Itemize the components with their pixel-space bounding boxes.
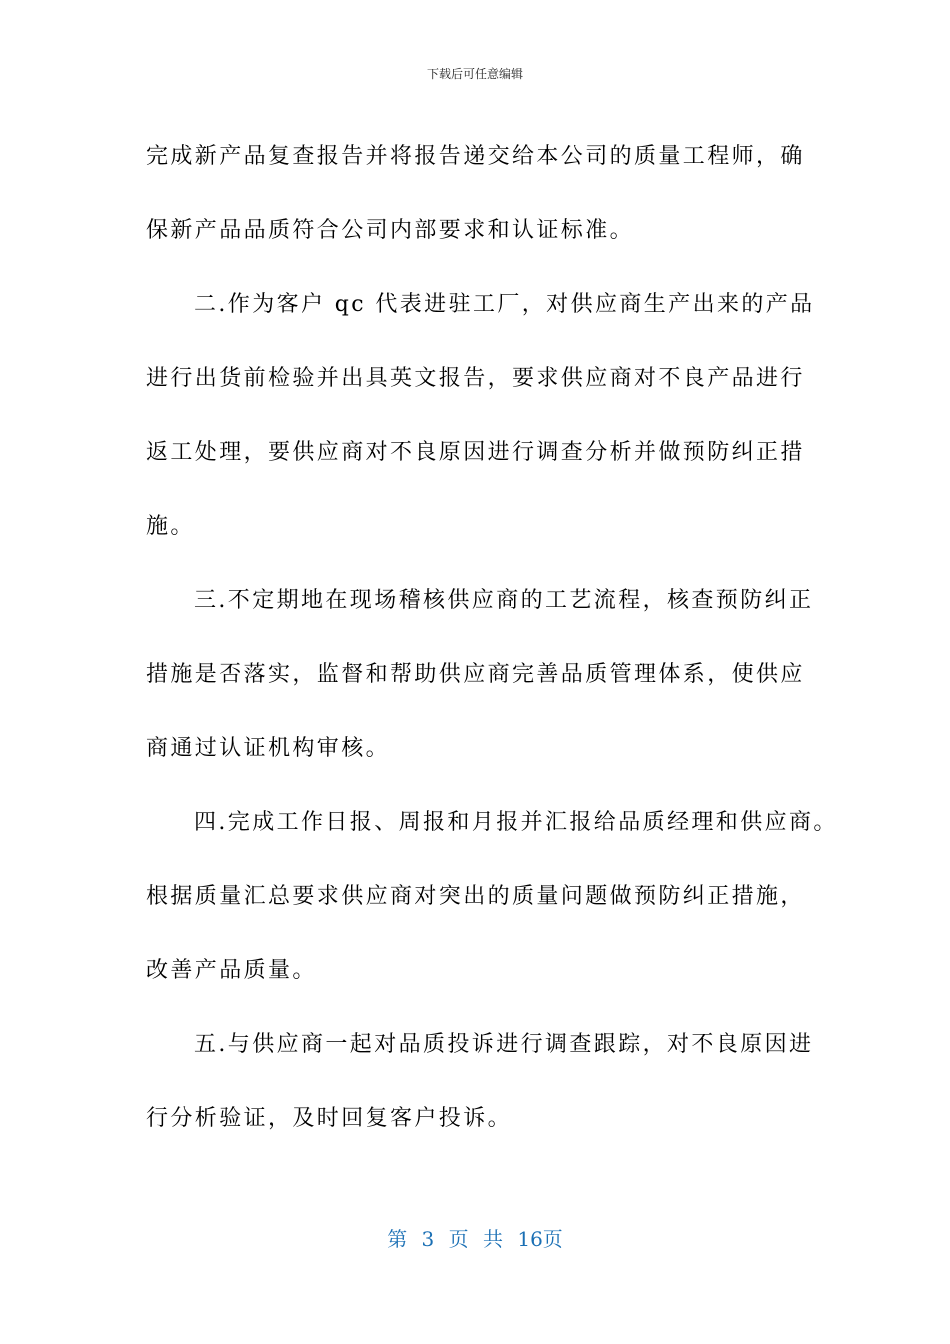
paragraph-2-line-4: 施。 — [146, 514, 195, 539]
paragraph-2-line-1: 二.作为客户 qc 代表进驻工厂，对供应商生产出来的产品 — [194, 292, 815, 317]
paragraph-5-line-1: 五.与供应商一起对品质投诉进行调查跟踪，对不良原因进 — [194, 1032, 814, 1057]
paragraph-3-line-2: 措施是否落实，监督和帮助供应商完善品质管理体系，使供应 — [146, 662, 805, 687]
paragraph-2-line-2: 进行出货前检验并出具英文报告，要求供应商对不良产品进行 — [146, 366, 805, 391]
paragraph-4-line-2: 根据质量汇总要求供应商对突出的质量问题做预防纠正措施， — [146, 884, 805, 909]
page-header: 下载后可任意编辑 — [426, 67, 523, 81]
page-number-footer: 第 3 页 共 16页 — [387, 1227, 563, 1251]
paragraph-2-line-3: 返工处理，要供应商对不良原因进行调查分析并做预防纠正措 — [146, 440, 805, 465]
paragraph-5-line-2: 行分析验证，及时回复客户投诉。 — [146, 1106, 513, 1131]
paragraph-4-line-1: 四.完成工作日报、周报和月报并汇报给品质经理和供应商。 — [194, 810, 838, 835]
paragraph-3-line-3: 商通过认证机构审核。 — [146, 736, 391, 761]
document-body — [146, 120, 838, 1156]
paragraph-4-line-3: 改善产品质量。 — [146, 958, 317, 983]
paragraph-3-line-1: 三.不定期地在现场稽核供应商的工艺流程，核查预防纠正 — [194, 588, 814, 613]
paragraph-1-line-1: 完成新产品复查报告并将报告递交给本公司的质量工程师，确 — [146, 144, 805, 169]
paragraph-1-line-2: 保新产品品质符合公司内部要求和认证标准。 — [146, 218, 635, 243]
